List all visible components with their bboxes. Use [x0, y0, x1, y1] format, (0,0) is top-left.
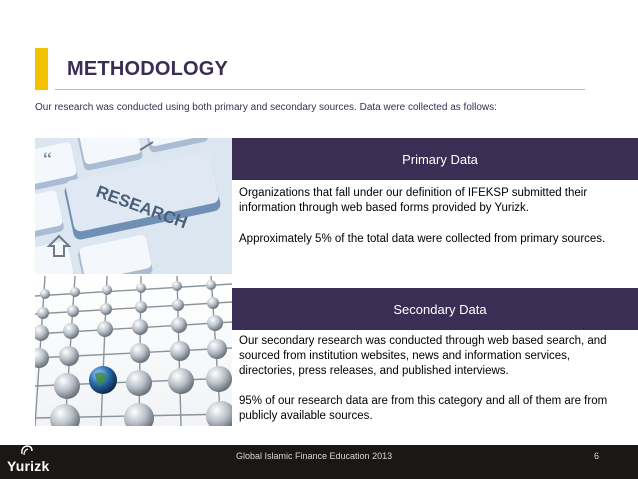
page-title: METHODOLOGY	[67, 58, 229, 80]
title-underline	[55, 89, 585, 90]
secondary-data-header-label: Secondary Data	[393, 301, 487, 317]
page-number: 6	[594, 451, 600, 461]
yurizk-logo-mark-icon	[19, 444, 35, 458]
primary-data-header-label: Primary Data	[402, 151, 478, 167]
yurizk-logo: Yurizk	[7, 458, 50, 474]
primary-data-paragraph-1: Organizations that fall under our definition of IFEKSP submitted their information through web based forms provided by Yurizk.	[239, 187, 588, 214]
secondary-data-paragraph-2: 95% of our research data are from this category and all of them are from publicly available sources.	[239, 395, 608, 422]
secondary-data-paragraph-1: Our secondary research was conducted through web based search, and sourced from institution websites, news and information services, directories, press releases, and published interviews.	[239, 335, 607, 377]
footer-center-text: Global Islamic Finance Education 2013	[236, 451, 393, 461]
network-spheres-image	[35, 276, 232, 426]
intro-text: Our research was conducted using both primary and secondary sources. Data were collected as follows:	[35, 102, 497, 113]
primary-data-header	[232, 138, 638, 180]
keyboard-quote-glyph: “	[43, 149, 52, 171]
keyboard-key-label: RESEARCH	[93, 181, 190, 233]
secondary-data-header	[232, 288, 638, 330]
title-accent-bar	[35, 48, 48, 90]
primary-data-paragraph-2: Approximately 5% of the total data were collected from primary sources.	[239, 233, 606, 245]
research-keyboard-image	[35, 138, 232, 274]
